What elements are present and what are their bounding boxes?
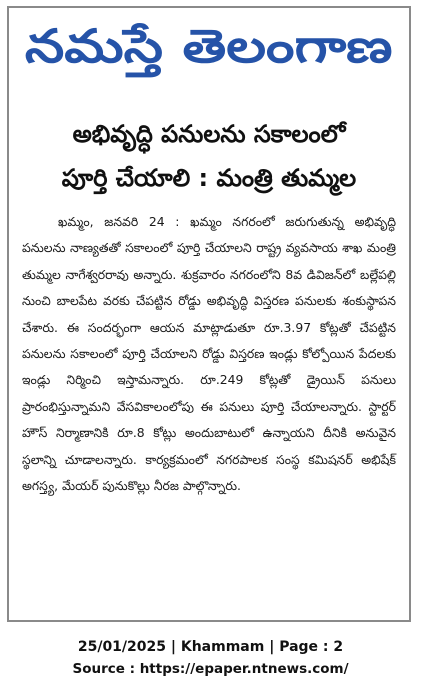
dateline: 25/01/2025 | Khammam | Page : 2 [77,639,344,655]
clipping-frame [7,6,411,622]
clipping-footer [0,636,421,680]
masthead [9,10,409,82]
article-headline [15,112,403,200]
headline-line-2: పూర్తి చేయాలి : మంత్రి తుమ్మల [61,164,357,192]
headline-line-1: అభివృద్ధి పనులను సకాలంలో [72,120,346,148]
newspaper-title: నమస్తే తెలంగాణ [25,19,393,73]
article-body [22,209,396,499]
article-paragraph: ఖమ్మం, జనవరి 24 : ఖమ్మం నగరంలో జరుగుతున్న అభివృద్ధి పనులను నాణ్యతతో సకాలంలో పూర్తి చేయాలని రాష్ట్ర వ్యవసాయ శాఖ మంత్రి తుమ్మల నాగేశ్వరరావు అన్నారు. శుక్రవారం నగరంలోని 8వ డివిజన్‌లో బల్లేపల్లి నుంచి బాలపేట వరకు చేపట్టిన రోడ్డు అభివృద్ధి విస్తరణ పనులకు శంకుస్థాపన చేశారు. ఈ సందర్భంగా ఆయన మాట్లాడుతూ రూ.3.97 కోట్లతో చేపట్టిన పనులను సకాలంలో పూర్తి చేయాలని రోడ్డు విస్తరణ ఇండ్లు కోల్పోయిన పేదలకు ఇండ్లు నిర్మించి ఇస్తామన్నారు. రూ.249 కోట్లతో డ్రైయిన్ పనులు ప్రారంభిస్తున్నామని వేసవికాలంలోపు ఈ పనులు పూర్తి చేయాలన్నారు. స్టార్టర్ హౌస్ నిర్మాణానికి రూ.8 కోట్లు అందుబాటులో ఉన్నాయని దీనికి అనువైన స్థలాన్ని చూడాలన్నారు. కార్యక్రమంలో నగరపాలక సంస్థ కమిషనర్ అభిషేక్ అగస్త్య, మేయర్ పునుకొల్లు నీరజ పాల్గొన్నారు. [22,214,396,494]
source-line: Source : https://epaper.ntnews.com/ [72,661,349,677]
